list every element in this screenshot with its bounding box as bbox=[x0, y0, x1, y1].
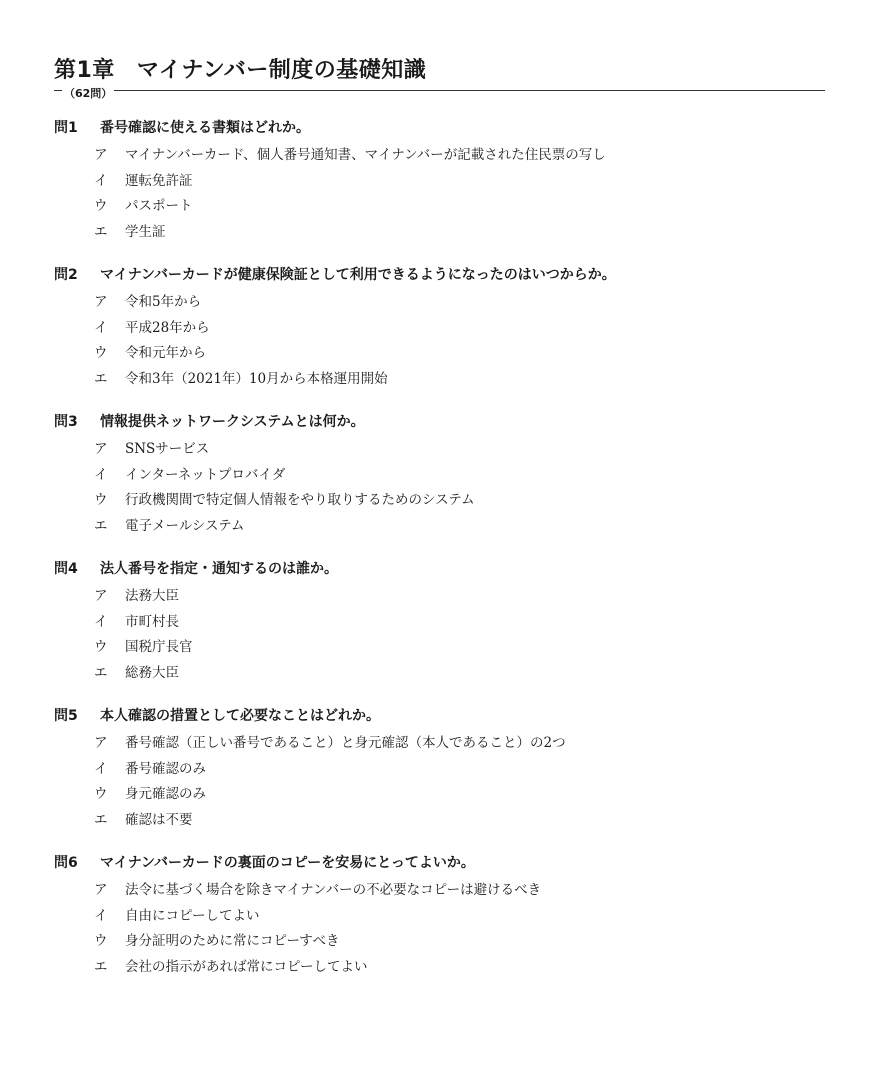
option-label: ウ bbox=[94, 933, 108, 949]
option-u bbox=[54, 488, 834, 514]
option-text: 運転免許証 bbox=[125, 172, 193, 189]
question-count: （62問） bbox=[64, 87, 113, 100]
option-a bbox=[54, 878, 834, 904]
option-label: エ bbox=[94, 958, 108, 975]
question-heading bbox=[54, 411, 834, 433]
option-label: イ bbox=[94, 466, 108, 483]
question-heading bbox=[54, 117, 834, 139]
question-heading bbox=[54, 558, 834, 580]
chapter-title bbox=[54, 53, 426, 84]
option-text: パスポート bbox=[125, 198, 193, 214]
option-text: 電子メールシステム bbox=[125, 517, 245, 534]
option-text: 確認は不要 bbox=[125, 811, 193, 828]
question-number: 問6 bbox=[54, 855, 78, 871]
option-e bbox=[54, 220, 834, 246]
option-label: エ bbox=[94, 517, 108, 534]
option-e bbox=[54, 808, 834, 834]
option-label: イ bbox=[94, 907, 108, 924]
option-label: ア bbox=[94, 735, 108, 751]
option-text: 行政機関間で特定個人情報をやり取りするためのシステム bbox=[125, 492, 475, 508]
option-e bbox=[54, 514, 834, 540]
option-e bbox=[54, 367, 834, 393]
question-number: 問1 bbox=[54, 120, 78, 136]
question-text: マイナンバーカードが健康保険証として利用できるようになったのはいつからか。 bbox=[100, 267, 616, 283]
question-list bbox=[54, 117, 834, 999]
question-6 bbox=[54, 852, 834, 980]
option-text: 学生証 bbox=[125, 223, 166, 240]
option-text: 平成28年から bbox=[125, 319, 210, 336]
option-label: ア bbox=[94, 882, 108, 898]
option-text: 市町村長 bbox=[125, 613, 179, 630]
question-number: 問4 bbox=[54, 561, 78, 577]
option-i bbox=[54, 316, 834, 342]
option-e bbox=[54, 955, 834, 981]
question-5 bbox=[54, 705, 834, 833]
option-label: ア bbox=[94, 441, 108, 457]
option-label: ア bbox=[94, 147, 108, 163]
option-text: 総務大臣 bbox=[125, 664, 179, 681]
question-number: 問5 bbox=[54, 708, 78, 724]
question-1 bbox=[54, 117, 834, 245]
option-label: ウ bbox=[94, 492, 108, 508]
option-label: イ bbox=[94, 172, 108, 189]
option-a bbox=[54, 290, 834, 316]
option-label: ア bbox=[94, 588, 108, 604]
chapter-title-text: マイナンバー制度の基礎知識 bbox=[136, 58, 427, 83]
option-label: エ bbox=[94, 223, 108, 240]
option-a bbox=[54, 584, 834, 610]
question-4 bbox=[54, 558, 834, 686]
question-text: 本人確認の措置として必要なことはどれか。 bbox=[100, 708, 380, 724]
option-text: 番号確認（正しい番号であること）と身元確認（本人であること）の2つ bbox=[125, 735, 566, 751]
option-label: エ bbox=[94, 664, 108, 681]
option-text: 令和3年（2021年）10月から本格運用開始 bbox=[125, 370, 388, 387]
option-label: イ bbox=[94, 613, 108, 630]
option-text: 令和元年から bbox=[125, 345, 206, 361]
question-number: 問3 bbox=[54, 414, 78, 430]
title-underline bbox=[54, 90, 825, 91]
question-text: 番号確認に使える書類はどれか。 bbox=[100, 120, 310, 136]
option-label: ウ bbox=[94, 786, 108, 802]
option-text: インターネットプロバイダ bbox=[125, 466, 286, 483]
option-text: 国税庁長官 bbox=[125, 639, 193, 655]
option-label: ウ bbox=[94, 639, 108, 655]
option-u bbox=[54, 782, 834, 808]
option-u bbox=[54, 635, 834, 661]
question-text: 情報提供ネットワークシステムとは何か。 bbox=[100, 414, 365, 430]
chapter-number: 第1章 bbox=[54, 58, 115, 83]
option-label: エ bbox=[94, 370, 108, 387]
option-text: 自由にコピーしてよい bbox=[125, 907, 260, 924]
option-e bbox=[54, 661, 834, 687]
question-heading bbox=[54, 264, 834, 286]
question-text: マイナンバーカードの裏面のコピーを安易にとってよいか。 bbox=[100, 855, 475, 871]
option-u bbox=[54, 929, 834, 955]
option-i bbox=[54, 463, 834, 489]
option-a bbox=[54, 143, 834, 169]
option-label: ウ bbox=[94, 198, 108, 214]
option-label: イ bbox=[94, 760, 108, 777]
option-text: マイナンバーカード、個人番号通知書、マイナンバーが記載された住民票の写し bbox=[125, 147, 606, 163]
option-text: 番号確認のみ bbox=[125, 760, 206, 777]
question-text: 法人番号を指定・通知するのは誰か。 bbox=[100, 561, 338, 577]
option-label: エ bbox=[94, 811, 108, 828]
question-number: 問2 bbox=[54, 267, 78, 283]
question-2 bbox=[54, 264, 834, 392]
option-a bbox=[54, 437, 834, 463]
option-u bbox=[54, 194, 834, 220]
question-heading bbox=[54, 852, 834, 874]
option-text: 会社の指示があれば常にコピーしてよい bbox=[125, 958, 368, 975]
option-label: ウ bbox=[94, 345, 108, 361]
option-text: 身元確認のみ bbox=[125, 786, 206, 802]
option-text: 法務大臣 bbox=[125, 588, 179, 604]
option-label: ア bbox=[94, 294, 108, 310]
option-label: イ bbox=[94, 319, 108, 336]
option-text: 令和5年から bbox=[125, 294, 202, 310]
option-text: 法令に基づく場合を除きマイナンバーの不必要なコピーは避けるべき bbox=[125, 882, 542, 898]
option-text: 身分証明のために常にコピーすべき bbox=[125, 933, 340, 949]
option-text: SNSサービス bbox=[125, 441, 210, 457]
option-u bbox=[54, 341, 834, 367]
question-3 bbox=[54, 411, 834, 539]
option-i bbox=[54, 757, 834, 783]
option-i bbox=[54, 169, 834, 195]
question-heading bbox=[54, 705, 834, 727]
option-i bbox=[54, 610, 834, 636]
option-i bbox=[54, 904, 834, 930]
option-a bbox=[54, 731, 834, 757]
